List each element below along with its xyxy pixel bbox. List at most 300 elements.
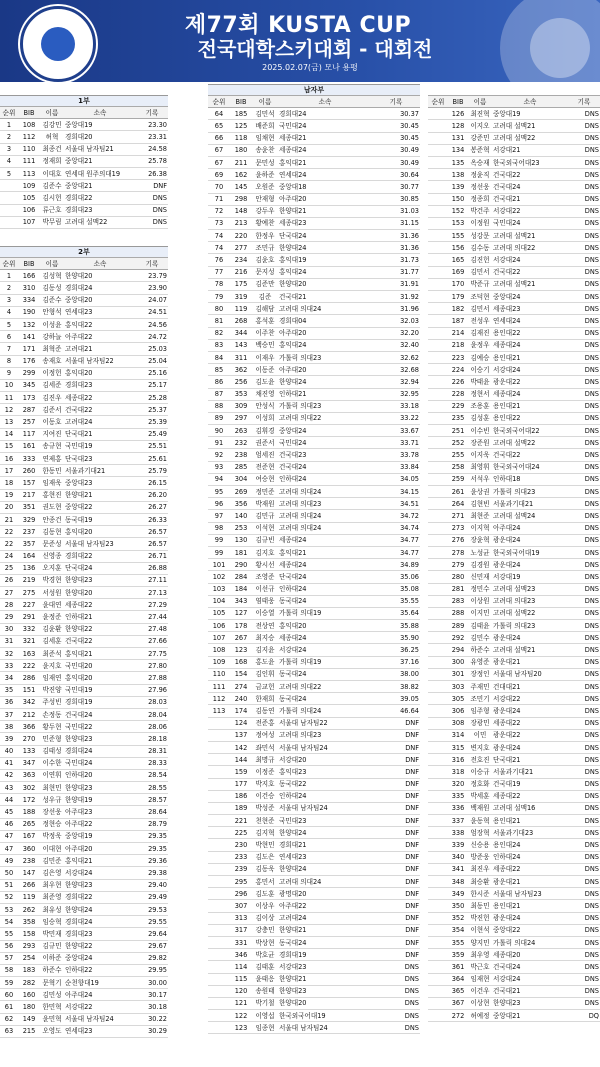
rank-cell (428, 376, 448, 388)
table-row (428, 961, 600, 973)
time-cell: DNS (568, 741, 600, 753)
bib-cell: 149 (18, 1013, 40, 1025)
team-cell: 가톨릭 의대19 (278, 607, 372, 619)
time-cell: 33.22 (372, 412, 420, 424)
table-row (428, 449, 600, 461)
name-cell: 이상현 (468, 997, 492, 1009)
time-cell: 30.29 (136, 1025, 168, 1037)
name-cell: 이정원 (468, 217, 492, 229)
bib-cell: 122 (230, 1010, 252, 1022)
team-cell: 홍익대21 (278, 156, 372, 168)
team-cell: 한양대22 (64, 940, 136, 952)
bib-cell: 217 (18, 489, 40, 501)
time-cell: DNS (568, 863, 600, 875)
rank-cell: 53 (0, 903, 18, 915)
bib-cell: 366 (18, 721, 40, 733)
table-row (428, 632, 600, 644)
team-cell: 용인대21 (492, 815, 568, 827)
time-cell: DNS (568, 559, 600, 571)
bib-cell: 109 (18, 180, 40, 192)
table-row (208, 900, 420, 912)
rank-cell: 8 (0, 355, 18, 367)
table-row (428, 839, 600, 851)
name-cell: 임승혁 (40, 916, 64, 928)
team-cell: 서울대 남자팀24 (278, 802, 372, 814)
name-cell: 한정우 (252, 230, 278, 242)
rank-cell: 94 (208, 473, 230, 485)
team-cell: 홍익대19 (278, 254, 372, 266)
bib-cell: 153 (448, 217, 468, 229)
name-cell: 김준 (252, 291, 278, 303)
table-row (0, 733, 168, 745)
table-row (428, 571, 600, 583)
rank-cell: 7 (0, 343, 18, 355)
bib-cell: 238 (230, 449, 252, 461)
time-cell: 30.49 (372, 144, 420, 156)
bib-cell: 284 (230, 571, 252, 583)
time-cell: DNS (568, 766, 600, 778)
table-row (428, 230, 600, 242)
team-cell: 한국외국어대19 (492, 546, 568, 558)
name-cell: 안성식 (252, 400, 278, 412)
time-cell: DNF (372, 949, 420, 961)
team-cell: 국민대20 (64, 660, 136, 672)
team-cell: 홍익대21 (278, 546, 372, 558)
table-row (0, 216, 168, 228)
name-cell: 김휘경 (252, 425, 278, 437)
name-cell: 임재욱 (40, 477, 64, 489)
team-cell: 한양대23 (278, 985, 372, 997)
bib-cell: 119 (230, 303, 252, 315)
name-cell: 김예승 (468, 351, 492, 363)
bib-cell: 121 (230, 997, 252, 1009)
bib-cell: 154 (230, 668, 252, 680)
time-cell: 34.89 (372, 559, 420, 571)
time-cell: DNS (136, 204, 168, 216)
bib-cell: 136 (18, 562, 40, 574)
bib-cell: 339 (448, 839, 468, 851)
name-cell: 최동민 (468, 900, 492, 912)
team-cell: 동국대24 (278, 668, 372, 680)
team-cell: 서울대 남자팀22 (64, 355, 136, 367)
rank-cell (428, 315, 448, 327)
bib-cell: 267 (230, 632, 252, 644)
team-cell: 건국대24 (492, 181, 568, 193)
bib-cell: 188 (18, 806, 40, 818)
bib-cell: 152 (448, 205, 468, 217)
time-cell: DNS (568, 376, 600, 388)
rank-cell: 106 (208, 620, 230, 632)
team-cell: 광운대24 (492, 632, 568, 644)
table-row (428, 1010, 600, 1022)
table-row (0, 318, 168, 330)
time-cell: DNS (568, 632, 600, 644)
group1-results-table (0, 106, 168, 229)
table-row (208, 412, 420, 424)
table-row (428, 217, 600, 229)
col-bib: BIB (18, 258, 40, 270)
team-cell: 서울과기대23 (492, 827, 568, 839)
bib-cell: 124 (230, 717, 252, 729)
time-cell: 26.38 (136, 167, 168, 179)
team-cell: 순천향대19 (64, 977, 136, 989)
table-row (208, 851, 420, 863)
rank-cell (428, 181, 448, 193)
bib-cell: 360 (18, 843, 40, 855)
team-cell: 단국대23 (64, 453, 136, 465)
rank-cell: 86 (208, 376, 230, 388)
bib-cell: 213 (230, 217, 252, 229)
team-cell: 세종대22 (64, 599, 136, 611)
table-row (0, 672, 168, 684)
time-cell: 26.57 (136, 526, 168, 538)
name-cell: 염태웅 (252, 595, 278, 607)
table-row (428, 888, 600, 900)
team-cell: 고려대 의대23 (492, 595, 568, 607)
name-cell: 박성준 (252, 802, 278, 814)
col-time: 기록 (568, 96, 600, 108)
table-row (208, 607, 420, 619)
time-cell: 35.88 (372, 620, 420, 632)
table-row (208, 693, 420, 705)
name-cell: 전상연 (252, 620, 278, 632)
bib-cell: 224 (448, 364, 468, 376)
name-cell: 김경원 (468, 559, 492, 571)
bib-cell: 240 (230, 693, 252, 705)
bib-cell: 144 (230, 754, 252, 766)
bib-cell: 184 (230, 583, 252, 595)
bib-cell: 157 (18, 477, 40, 489)
table-row (0, 501, 168, 513)
time-cell: DNS (568, 486, 600, 498)
time-cell: DNF (372, 717, 420, 729)
table-row (428, 266, 600, 278)
event-subtitle: 전국대학스키대회 - 대회전 (197, 37, 433, 61)
table-row (208, 717, 420, 729)
rank-cell (428, 815, 448, 827)
table-row (428, 815, 600, 827)
name-cell: 박건주 (468, 205, 492, 217)
bib-cell: 259 (448, 473, 468, 485)
table-row (208, 595, 420, 607)
bib-cell: 148 (230, 205, 252, 217)
table-row (0, 550, 168, 562)
bib-cell: 117 (18, 428, 40, 440)
team-cell: 한양대21 (278, 924, 372, 936)
team-cell: 고려대 의대24 (278, 522, 372, 534)
table-row (428, 412, 600, 424)
table-row (0, 928, 168, 940)
name-cell: 성강문 (468, 230, 492, 242)
time-cell: DNS (568, 425, 600, 437)
time-cell: 39.05 (372, 693, 420, 705)
name-cell: 김민석 (252, 108, 278, 120)
team-cell: 국민대22 (64, 721, 136, 733)
rank-cell: 99 (208, 534, 230, 546)
rank-cell: 9 (0, 367, 18, 379)
team-cell: 서울과기대21 (492, 498, 568, 510)
team-cell: 용인대21 (492, 351, 568, 363)
name-cell: 윤정준 (40, 611, 64, 623)
name-cell: 홍현진 (40, 489, 64, 501)
name-cell: 박근호 (468, 961, 492, 973)
rank-cell (428, 741, 448, 753)
rank-cell: 41 (0, 757, 18, 769)
time-cell: 25.61 (136, 453, 168, 465)
team-cell: 동국대24 (278, 693, 372, 705)
rank-cell: 91 (208, 437, 230, 449)
time-cell: DNS (568, 400, 600, 412)
team-cell: 서강대20 (278, 754, 372, 766)
name-cell: 김지혁 (252, 827, 278, 839)
bib-cell: 354 (448, 924, 468, 936)
time-cell: 25.78 (136, 155, 168, 167)
rank-cell: 82 (208, 327, 230, 339)
table-row (208, 400, 420, 412)
rank-cell: 102 (208, 571, 230, 583)
bib-cell: 123 (230, 1022, 252, 1034)
time-cell: DNS (568, 339, 600, 351)
bib-cell: 275 (18, 587, 40, 599)
table-row (0, 416, 168, 428)
time-cell: 31.36 (372, 230, 420, 242)
time-cell: 30.22 (136, 1013, 168, 1025)
table-row (428, 181, 600, 193)
name-cell: 이지민 (468, 607, 492, 619)
team-cell: 고려대 의대24 (278, 876, 372, 888)
col-bib: BIB (230, 96, 252, 108)
bib-cell: 139 (448, 181, 468, 193)
men-division-title: 남자부 (208, 84, 420, 96)
table-row (428, 656, 600, 668)
time-cell: 32.62 (372, 351, 420, 363)
rank-cell: 105 (208, 607, 230, 619)
name-cell: 엄세진 (252, 449, 278, 461)
rank-cell (208, 839, 230, 851)
bib-cell: 271 (448, 510, 468, 522)
name-cell: 이대호 (40, 167, 64, 179)
time-cell: 28.06 (136, 721, 168, 733)
bib-cell: 255 (448, 449, 468, 461)
rank-cell (428, 778, 448, 790)
table-row (0, 623, 168, 635)
bib-cell: 348 (448, 876, 468, 888)
team-cell: 고려대 설맥21 (492, 644, 568, 656)
time-cell: DNS (568, 693, 600, 705)
rank-cell (428, 949, 448, 961)
table-row (208, 242, 420, 254)
team-cell: 서강대21 (492, 144, 568, 156)
name-cell: 박재원 (252, 498, 278, 510)
team-cell: 서울대 남자팀20 (492, 668, 568, 680)
table-row (428, 351, 600, 363)
rank-cell: 66 (208, 132, 230, 144)
name-cell: 김도훈 (252, 888, 278, 900)
name-cell: 정현승 (40, 818, 64, 830)
team-cell: 고려대24 (64, 416, 136, 428)
time-cell: DNS (568, 815, 600, 827)
team-cell: 가톨릭 의대23 (278, 351, 372, 363)
rank-cell (428, 936, 448, 948)
time-cell: 28.64 (136, 806, 168, 818)
bib-cell: 158 (18, 928, 40, 940)
name-cell: 임종현 (252, 1022, 278, 1034)
name-cell: 윤동혁 (468, 815, 492, 827)
bib-cell: 114 (230, 961, 252, 973)
team-cell: 건국대19 (492, 778, 568, 790)
bib-cell: 155 (448, 230, 468, 242)
name-cell: 김준수 (40, 180, 64, 192)
time-cell: 38.00 (372, 668, 420, 680)
rank-cell (428, 364, 448, 376)
bib-cell: 118 (230, 132, 252, 144)
time-cell: DNS (568, 217, 600, 229)
rank-cell: 16 (0, 453, 18, 465)
name-cell: 천현준 (252, 815, 278, 827)
table-row (428, 924, 600, 936)
team-cell: 한양대23 (64, 574, 136, 586)
team-cell: 한양대23 (492, 997, 568, 1009)
time-cell: DNS (372, 985, 420, 997)
bib-cell: 142 (230, 741, 252, 753)
team-cell: 중앙대21 (64, 155, 136, 167)
team-cell: 동국대24 (278, 936, 372, 948)
time-cell: 26.15 (136, 477, 168, 489)
team-cell: 아주대22 (278, 900, 372, 912)
name-cell: 김지윤 (252, 644, 278, 656)
time-cell: 24.07 (136, 294, 168, 306)
table-row (0, 143, 168, 155)
name-cell: 한재희 (252, 693, 278, 705)
rank-cell: 101 (208, 559, 230, 571)
rank-cell (208, 900, 230, 912)
rank-cell: 22 (0, 538, 18, 550)
time-cell: DNS (568, 498, 600, 510)
rank-cell (428, 997, 448, 1009)
table-row (0, 392, 168, 404)
time-cell: DNF (372, 802, 420, 814)
bib-cell: 161 (18, 440, 40, 452)
table-row (0, 648, 168, 660)
time-cell: DNF (372, 754, 420, 766)
rank-cell (428, 351, 448, 363)
rank-cell: 110 (208, 668, 230, 680)
name-cell: 김태훈 (252, 961, 278, 973)
name-cell: 김진헌 (468, 254, 492, 266)
table-row (0, 282, 168, 294)
time-cell: DNS (136, 192, 168, 204)
team-cell: 건국대21 (278, 291, 372, 303)
team-cell: 고려대 의대23 (278, 729, 372, 741)
rank-cell: 25 (0, 562, 18, 574)
time-cell: DNS (568, 936, 600, 948)
team-cell: 서울과기대21 (64, 465, 136, 477)
table-row (208, 961, 420, 973)
name-cell: 김도윤 (252, 376, 278, 388)
table-row (208, 425, 420, 437)
rank-cell (428, 266, 448, 278)
rank-cell: 72 (208, 205, 230, 217)
name-cell: 권준서 (252, 437, 278, 449)
time-cell: 34.15 (372, 486, 420, 498)
team-cell: 고려대 설맥22 (492, 132, 568, 144)
name-cell: 정호화 (468, 778, 492, 790)
time-cell: 25.51 (136, 440, 168, 452)
team-cell: 인하대18 (492, 473, 568, 485)
table-row (428, 802, 600, 814)
table-row (428, 376, 600, 388)
rank-cell: 28 (0, 599, 18, 611)
rank-cell (208, 815, 230, 827)
time-cell: DNS (568, 327, 600, 339)
bib-cell: 125 (230, 120, 252, 132)
table-row (0, 952, 168, 964)
team-cell: 서강대22 (492, 693, 568, 705)
name-cell: 홍도윤 (252, 656, 278, 668)
name-cell: 유영준 (468, 656, 492, 668)
rank-cell: 26 (0, 574, 18, 586)
bib-cell: 175 (230, 278, 252, 290)
col-time: 기록 (136, 107, 168, 119)
table-row (208, 388, 420, 400)
team-cell: 경희대23 (64, 379, 136, 391)
bib-cell: 265 (18, 818, 40, 830)
table-row (0, 574, 168, 586)
rank-cell: 18 (0, 477, 18, 489)
time-cell: 30.37 (372, 108, 420, 120)
col-bib: BIB (448, 96, 468, 108)
name-cell: 최혁준 (40, 343, 64, 355)
name-cell: 연제홍 (40, 453, 64, 465)
name-cell: 김시헌 (40, 192, 64, 204)
rank-cell (428, 169, 448, 181)
name-cell: 윤하준 (252, 169, 278, 181)
table-row (208, 754, 420, 766)
name-cell: 안재형 (252, 193, 278, 205)
time-cell: DNS (568, 620, 600, 632)
bib-cell: 310 (18, 282, 40, 294)
rank-cell (428, 668, 448, 680)
name-cell: 이지혁 (468, 522, 492, 534)
team-cell: 단국대24 (64, 562, 136, 574)
time-cell: 37.16 (372, 656, 420, 668)
rank-cell (428, 766, 448, 778)
name-cell: 장선웅 (40, 806, 64, 818)
rank-cell (428, 339, 448, 351)
table-row (428, 108, 600, 120)
bib-cell: 291 (18, 611, 40, 623)
rank-cell: 37 (0, 708, 18, 720)
rank-cell (428, 425, 448, 437)
table-row (0, 367, 168, 379)
table-row (0, 204, 168, 216)
name-cell: 이정준 (252, 766, 278, 778)
name-cell: 이지욱 (468, 449, 492, 461)
table-row (428, 936, 600, 948)
table-row (0, 379, 168, 391)
table-row (428, 498, 600, 510)
team-cell: 중앙대24 (492, 291, 568, 303)
table-row (208, 997, 420, 1009)
table-row (208, 510, 420, 522)
rank-cell: 1 (0, 270, 18, 282)
bib-cell: 356 (230, 498, 252, 510)
table-row (208, 351, 420, 363)
name-cell: 박현민 (252, 839, 278, 851)
name-cell: 정민수 (468, 583, 492, 595)
name-cell: 송원태 (252, 985, 278, 997)
rank-cell (208, 949, 230, 961)
